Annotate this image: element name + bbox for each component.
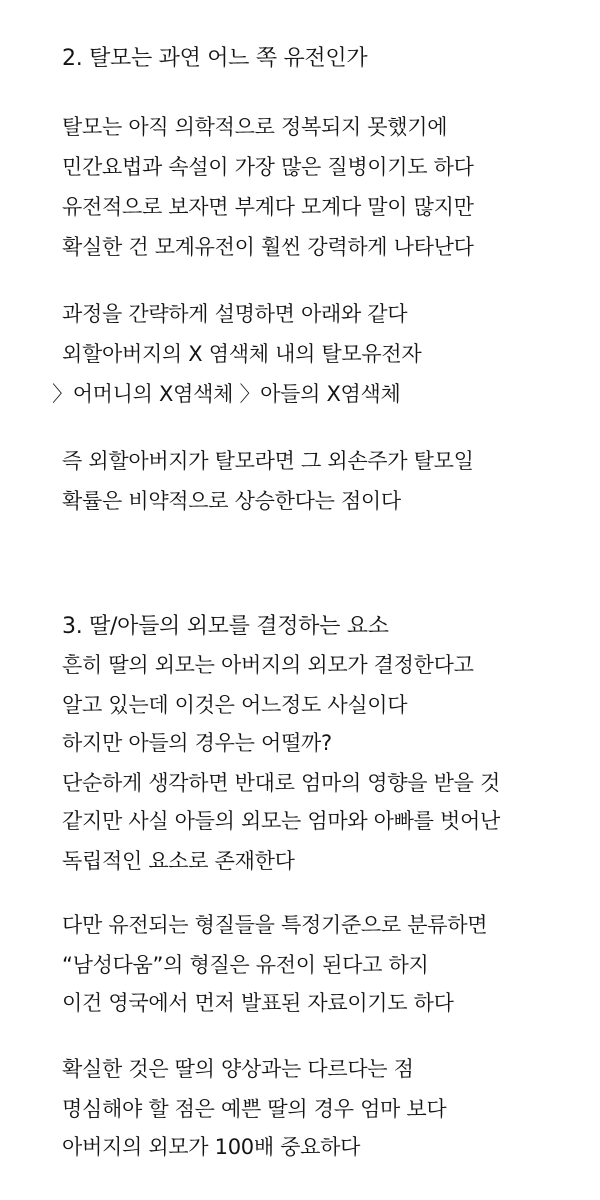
text-line: 민간요법과 속설이 가장 많은 질병이기도 하다 [62, 155, 474, 179]
section-2-heading: 2. 탈모는 과연 어느 쪽 유전인가 [62, 46, 368, 71]
text-line: 흔히 딸의 외모는 아버지의 외모가 결정한다고 [62, 653, 474, 677]
text-line: 독립적인 요소로 존재한다 [62, 849, 295, 873]
text-line: 같지만 사실 아들의 외모는 엄마와 아빠를 벗어난 [62, 809, 500, 833]
text-line: 하지만 아들의 경우는 어떨까? [62, 731, 332, 755]
text-line: 명심해야 할 점은 예쁜 딸의 경우 엄마 보다 [62, 1097, 447, 1121]
text-line: 외할아버지의 X 염색체 내의 탈모유전자 [62, 342, 422, 366]
text-line: 단순하게 생각하면 반대로 엄마의 영향을 받을 것 [62, 771, 500, 795]
text-line: 즉 외할아버지가 탈모라면 그 외손주가 탈모일 [62, 449, 474, 473]
text-line: 이건 영국에서 먼저 발표된 자료이기도 하다 [62, 991, 454, 1015]
text-line: 유전적으로 보자면 부계다 모계다 말이 많지만 [62, 195, 474, 219]
text-line: 확률은 비약적으로 상승한다는 점이다 [62, 489, 401, 513]
text-line: 탈모는 아직 의학적으로 정복되지 못했기에 [62, 115, 448, 139]
text-line: 과정을 간략하게 설명하면 아래와 같다 [62, 302, 408, 326]
text-line: 〉어머니의 X염색체 〉아들의 X염색체 [52, 382, 401, 406]
text-line: 확실한 것은 딸의 양상과는 다르다는 점 [62, 1057, 414, 1081]
text-line: 확실한 건 모계유전이 훨씬 강력하게 나타난다 [62, 235, 474, 259]
text-line: “남성다움”의 형질은 유전이 된다고 하지 [62, 953, 429, 977]
text-line: 다만 유전되는 형질들을 특정기준으로 분류하면 [62, 913, 488, 937]
text-line: 아버지의 외모가 100배 중요하다 [62, 1135, 361, 1159]
section-3-heading: 3. 딸/아들의 외모를 결정하는 요소 [62, 614, 389, 639]
text-line: 알고 있는데 이것은 어느정도 사실이다 [62, 693, 408, 717]
